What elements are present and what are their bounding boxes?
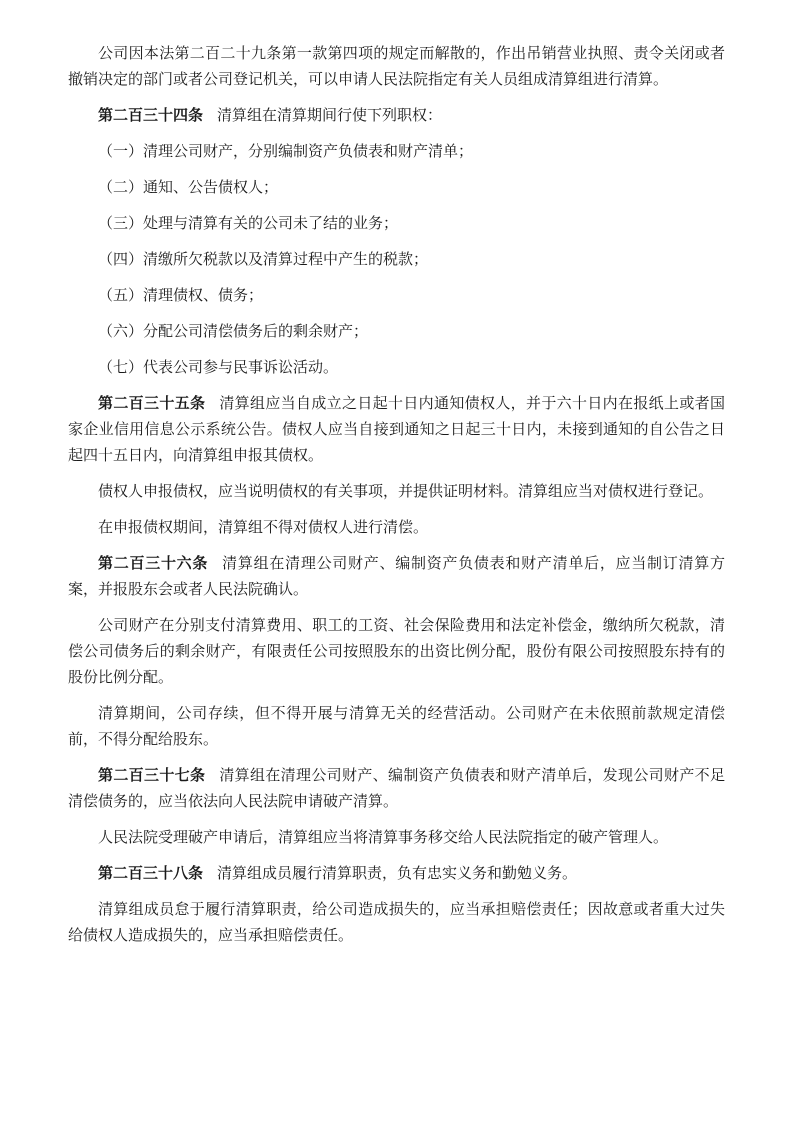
article-text: 清算组在清算期间行使下列职权：	[217, 106, 443, 124]
article-number: 第二百三十四条	[98, 106, 204, 124]
article-number: 第二百三十五条	[98, 394, 206, 412]
article-paragraph	[68, 762, 725, 814]
article-paragraph	[68, 390, 725, 468]
article-paragraph	[68, 550, 725, 602]
list-item: （五）清理债权、债务；	[98, 286, 264, 304]
paragraph: 人民法院受理破产申请后，清算组应当将清算事务移交给人民法院指定的破产管理人。	[98, 828, 669, 846]
article-number: 第二百三十八条	[98, 864, 204, 882]
article-paragraph	[68, 102, 725, 128]
list-item: （二）通知、公告债权人；	[98, 178, 279, 196]
list-item: （一）清理公司财产，分别编制资产负债表和财产清单；	[98, 142, 474, 160]
article-number: 第二百三十七条	[98, 766, 206, 784]
article-text: 清算组成员履行清算职责，负有忠实义务和勤勉义务。	[217, 864, 578, 882]
paragraph: 公司因本法第二百二十九条第一款第四项的规定而解散的，作出吊销营业执照、责令关闭或者撤销决定的部门或者公司登记机关，可以申请人民法院指定有关人员组成清算组进行清算。	[68, 44, 725, 88]
article-text: 清算组在清理公司财产、编制资产负债表和财产清单后，发现公司财产不足清偿债务的，应当依法向人民法院申请破产清算。	[68, 766, 725, 810]
list-item: （四）清缴所欠税款以及清算过程中产生的税款；	[98, 250, 429, 268]
article-number: 第二百三十六条	[98, 554, 209, 572]
article-text: 清算组应当自成立之日起十日内通知债权人，并于六十日内在报纸上或者国家企业信用信息公示系统公告。债权人应当自接到通知之日起三十日内，未接到通知的自公告之日起四十五日内，向清算组申报其债权。	[68, 394, 725, 464]
list-item: （七）代表公司参与民事诉讼活动。	[98, 358, 339, 376]
paragraph: 在申报债权期间，清算组不得对债权人进行清偿。	[98, 518, 429, 536]
article-text: 清算组在清理公司财产、编制资产负债表和财产清单后，应当制订清算方案，并报股东会或者人民法院确认。	[68, 554, 725, 598]
paragraph: 清算期间，公司存续，但不得开展与清算无关的经营活动。公司财产在未依照前款规定清偿前，不得分配给股东。	[68, 704, 725, 748]
paragraph: 公司财产在分别支付清算费用、职工的工资、社会保险费用和法定补偿金，缴纳所欠税款，清偿公司债务后的剩余财产，有限责任公司按照股东的出资比例分配，股份有限公司按照股东持有的股份比例分配。	[68, 616, 725, 686]
list-item: （六）分配公司清偿债务后的剩余财产；	[98, 322, 369, 340]
paragraph: 债权人申报债权，应当说明债权的有关事项，并提供证明材料。清算组应当对债权进行登记。	[98, 482, 714, 500]
list-item: （三）处理与清算有关的公司未了结的业务；	[98, 214, 399, 232]
paragraph: 清算组成员怠于履行清算职责，给公司造成损失的，应当承担赔偿责任；因故意或者重大过失给债权人造成损失的，应当承担赔偿责任。	[68, 900, 725, 944]
article-paragraph	[68, 860, 725, 886]
